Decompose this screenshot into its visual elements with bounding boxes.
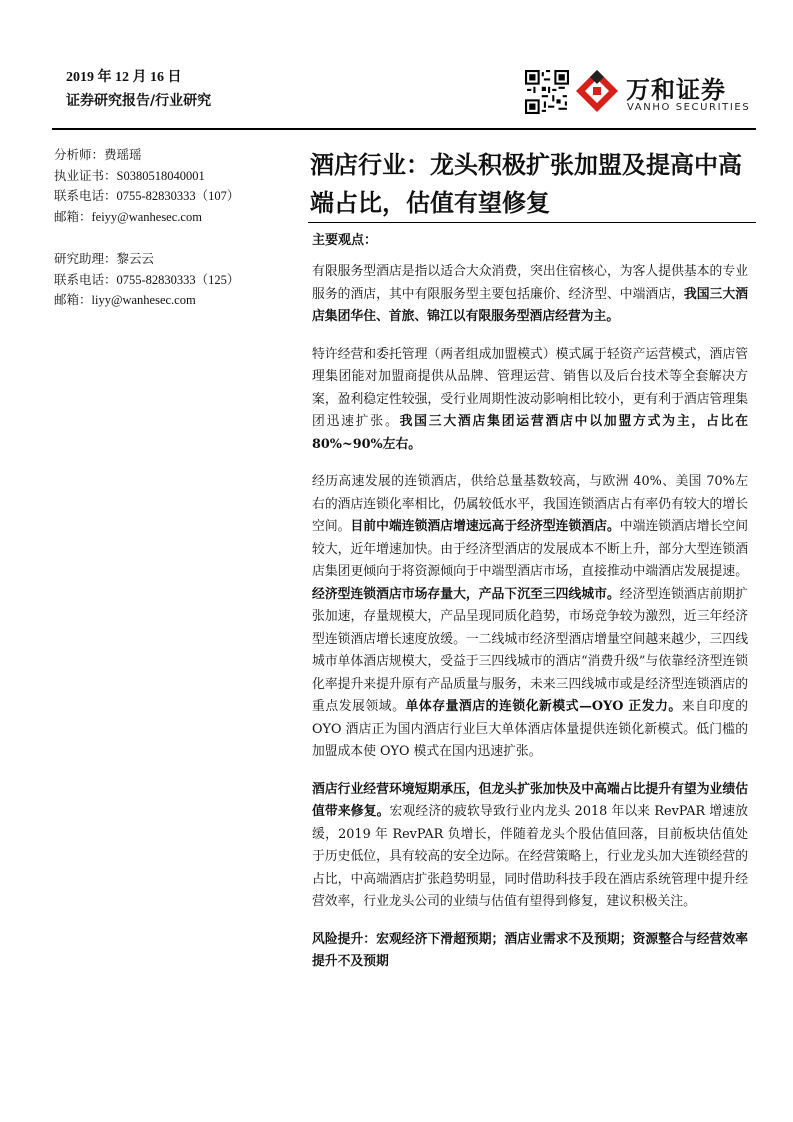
report-type: 证券研究报告/行业研究 [66, 93, 212, 109]
vanho-logo-icon [574, 68, 620, 114]
paragraph: 经历高速发展的连锁酒店，供给总量基数较高，与欧洲 40%、美国 70%左右的酒店连锁化率相比，仍属较低水平，我国连锁酒店占有率仍有较大的增长空间。目前中端连锁酒店增速远高于经济型连锁酒店。中端连锁酒店增长空间较大，近年增速加快。由于经济型酒店的发展成本不断上升，部分大型连锁酒店集团更倾向于将资源倾向于中端型酒店市场，直接推动中端酒店发展提速。经济型连锁酒店市场存量大，产品下沉至三四线城市。经济型连锁酒店前期扩张加速，存量规模大，产品呈现同质化趋势，市场竞争较为激烈，近三年经济型连锁酒店增长速度放缓。一二线城市经济型酒店增量空间越来越少，三四线城市单体酒店规模大，受益于三四线城市的酒店“消费升级”与依靠经济型连锁化率提升来提升原有产品质量与服务，未来三四线城市或是经济型连锁酒店的重点发展领域。单体存量酒店的连锁化新模式—OYO 正发力。来自印度的 OYO 酒店正为国内酒店行业巨大单体酒店体量提供连锁化新模式。低门槛的加盟成本使 OYO 模式在国内迅速扩张。 [312, 474, 749, 759]
paragraph: 酒店行业经营环境短期承压，但龙头扩张加快及中高端占比提升有望为业绩估值带来修复。宏观经济的疲软导致行业内龙头 2018 年以来 RevPAR 增速放缓，2019 年 RevPAR 负增长，伴随着龙头个股估值回落，目前板块估值处于历史低位，具有较高的安全边际。在经营策略上，行业龙头加大连锁经营的占比，中高端酒店扩张趋势明显，同时借助科技手段在酒店系统管理中提升经营效率，行业龙头公司的业绩与估值有望得到修复，建议积极关注。 [312, 781, 748, 909]
assistant-phone: 联系电话：0755-82830333（125） [54, 272, 240, 287]
title-rule [308, 222, 756, 223]
assistant-name: 研究助理：黎云云 [54, 252, 155, 266]
analyst-name: 分析师：费瑶瑶 [54, 148, 142, 162]
logo-text-cn: 万和证券 [626, 76, 726, 104]
assistant-email: 邮箱：liyy@wanhesec.com [54, 293, 196, 307]
report-date: 2019 年 12 月 16 日 [66, 70, 182, 85]
paragraph: 特许经营和委托管理（两者组成加盟模式）模式属于轻资产运营模式，酒店管理集团能对加盟商提供从品牌、管理运营、销售以及后台技术等全套解决方案，盈利稳定性较强，受行业周期性波动影响相比较小，更有利于酒店管理集团迅速扩张。我国三大酒店集团运营酒店中以加盟方式为主，占比在 80%~90%左右。 [312, 346, 749, 452]
risk-paragraph: 风险提升：宏观经济下滑超预期；酒店业需求不及预期；资源整合与经营效率提升不及预期 [312, 931, 748, 969]
paragraph: 有限服务型酒店是指以适合大众消费，突出住宿核心，为客人提供基本的专业服务的酒店，其中有限服务型主要包括廉价、经济型、中端酒店，我国三大酒店集团华住、首旅、锦江以有限服务型酒店经营为主。 [312, 264, 749, 324]
author-info [54, 145, 294, 311]
report-body [312, 261, 748, 989]
header-rule [52, 128, 756, 130]
analyst-phone: 联系电话：0755-82830333（107） [54, 189, 240, 203]
logo-text-en: VANHO SECURITIES [627, 102, 751, 113]
qr-code-icon [525, 70, 569, 114]
analyst-email: 邮箱：feiyy@wanhesec.com [54, 209, 202, 224]
section-heading: 主要观点： [312, 233, 378, 248]
report-title: 酒店行业：龙头积极扩张加盟及提高中高端占比，估值有望修复 [310, 150, 742, 217]
analyst-cert: 执业证书：S0380518040001 [54, 168, 205, 183]
